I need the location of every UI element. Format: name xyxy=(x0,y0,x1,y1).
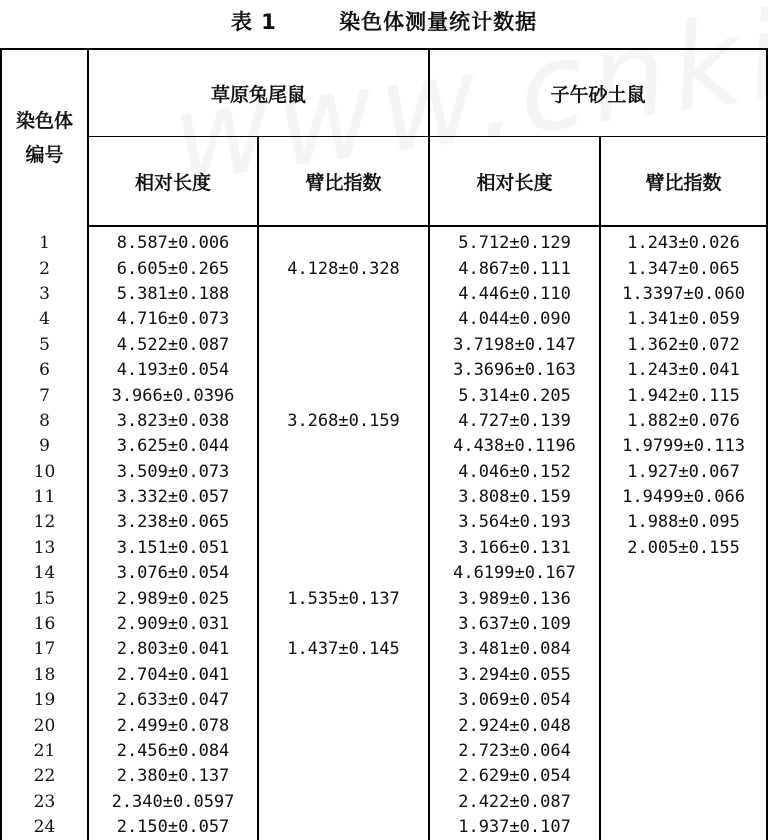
table-row xyxy=(1,612,767,637)
arm-ratio-cell xyxy=(258,663,429,688)
relative-length-cell: 5.381±0.188 xyxy=(88,282,258,307)
chromosome-number-cell: 4 xyxy=(1,307,88,332)
table-row xyxy=(1,460,767,485)
table-row xyxy=(1,688,767,713)
species-header-2: 子午砂土鼠 xyxy=(429,49,767,137)
arm-ratio-cell xyxy=(258,815,429,840)
arm-ratio-cell: 1.243±0.026 xyxy=(600,226,767,256)
relative-length-cell: 2.499±0.078 xyxy=(88,713,258,738)
relative-length-cell: 2.989±0.025 xyxy=(88,586,258,611)
chromosome-number-cell: 17 xyxy=(1,637,88,662)
relative-length-cell: 2.924±0.048 xyxy=(429,713,600,738)
relative-length-cell: 2.456±0.084 xyxy=(88,739,258,764)
arm-ratio-cell xyxy=(258,790,429,815)
chromosome-data-table xyxy=(0,48,768,840)
arm-ratio-cell: 4.128±0.328 xyxy=(258,256,429,281)
arm-ratio-cell xyxy=(258,460,429,485)
chromosome-number-cell: 22 xyxy=(1,764,88,789)
chromosome-number-cell: 16 xyxy=(1,612,88,637)
table-row xyxy=(1,358,767,383)
chromosome-number-cell: 13 xyxy=(1,536,88,561)
chromosome-number-cell: 19 xyxy=(1,688,88,713)
arm-ratio-cell xyxy=(600,612,767,637)
relative-length-cell: 4.867±0.111 xyxy=(429,256,600,281)
arm-ratio-cell: 1.882±0.076 xyxy=(600,409,767,434)
relative-length-cell: 3.481±0.084 xyxy=(429,637,600,662)
sub-header-arm-ratio-1: 臂比指数 xyxy=(258,137,429,227)
arm-ratio-cell xyxy=(258,434,429,459)
relative-length-cell: 2.723±0.064 xyxy=(429,739,600,764)
chromosome-number-cell: 20 xyxy=(1,713,88,738)
table-row xyxy=(1,510,767,535)
relative-length-cell: 2.380±0.137 xyxy=(88,764,258,789)
relative-length-cell: 2.340±0.0597 xyxy=(88,790,258,815)
table-row xyxy=(1,282,767,307)
arm-ratio-cell xyxy=(600,663,767,688)
arm-ratio-cell: 1.347±0.065 xyxy=(600,256,767,281)
chromosome-number-cell: 23 xyxy=(1,790,88,815)
table-row xyxy=(1,637,767,662)
arm-ratio-cell xyxy=(600,764,767,789)
table-number: 表 1 xyxy=(230,10,277,34)
arm-ratio-cell xyxy=(258,739,429,764)
arm-ratio-cell: 2.005±0.155 xyxy=(600,536,767,561)
arm-ratio-cell xyxy=(258,713,429,738)
chromosome-number-cell: 18 xyxy=(1,663,88,688)
relative-length-cell: 3.151±0.051 xyxy=(88,536,258,561)
relative-length-cell: 4.193±0.054 xyxy=(88,358,258,383)
arm-ratio-cell xyxy=(258,764,429,789)
arm-ratio-cell: 1.3397±0.060 xyxy=(600,282,767,307)
arm-ratio-cell xyxy=(600,637,767,662)
relative-length-cell: 3.989±0.136 xyxy=(429,586,600,611)
arm-ratio-cell xyxy=(258,307,429,332)
arm-ratio-cell: 1.988±0.095 xyxy=(600,510,767,535)
arm-ratio-cell xyxy=(258,226,429,256)
relative-length-cell: 3.637±0.109 xyxy=(429,612,600,637)
relative-length-cell: 3.076±0.054 xyxy=(88,561,258,586)
relative-length-cell: 3.294±0.055 xyxy=(429,663,600,688)
relative-length-cell: 5.314±0.205 xyxy=(429,383,600,408)
relative-length-cell: 2.629±0.054 xyxy=(429,764,600,789)
arm-ratio-cell xyxy=(600,713,767,738)
sub-header-arm-ratio-2: 臂比指数 xyxy=(600,137,767,227)
table-row xyxy=(1,409,767,434)
arm-ratio-cell: 1.942±0.115 xyxy=(600,383,767,408)
table-row xyxy=(1,561,767,586)
table-row xyxy=(1,307,767,332)
arm-ratio-cell xyxy=(258,333,429,358)
table-row xyxy=(1,739,767,764)
chromosome-number-cell: 7 xyxy=(1,383,88,408)
relative-length-cell: 4.446±0.110 xyxy=(429,282,600,307)
chromosome-number-cell: 12 xyxy=(1,510,88,535)
relative-length-cell: 3.3696±0.163 xyxy=(429,358,600,383)
arm-ratio-cell xyxy=(258,688,429,713)
relative-length-cell: 4.522±0.087 xyxy=(88,333,258,358)
arm-ratio-cell xyxy=(600,688,767,713)
relative-length-cell: 2.422±0.087 xyxy=(429,790,600,815)
chromosome-number-cell: 9 xyxy=(1,434,88,459)
relative-length-cell: 2.803±0.041 xyxy=(88,637,258,662)
relative-length-cell: 3.625±0.044 xyxy=(88,434,258,459)
arm-ratio-cell xyxy=(600,790,767,815)
relative-length-cell: 3.166±0.131 xyxy=(429,536,600,561)
arm-ratio-cell: 1.927±0.067 xyxy=(600,460,767,485)
chromosome-number-cell: 21 xyxy=(1,739,88,764)
relative-length-cell: 3.509±0.073 xyxy=(88,460,258,485)
chromosome-number-cell: 11 xyxy=(1,485,88,510)
arm-ratio-cell: 3.268±0.159 xyxy=(258,409,429,434)
relative-length-cell: 3.823±0.038 xyxy=(88,409,258,434)
relative-length-cell: 3.564±0.193 xyxy=(429,510,600,535)
arm-ratio-cell: 1.362±0.072 xyxy=(600,333,767,358)
relative-length-cell: 5.712±0.129 xyxy=(429,226,600,256)
table-row xyxy=(1,226,767,256)
arm-ratio-cell xyxy=(258,282,429,307)
chromosome-number-cell: 2 xyxy=(1,256,88,281)
relative-length-cell: 4.044±0.090 xyxy=(429,307,600,332)
relative-length-cell: 4.727±0.139 xyxy=(429,409,600,434)
arm-ratio-cell xyxy=(258,358,429,383)
row-label-line2: 编号 xyxy=(25,144,64,166)
table-row xyxy=(1,256,767,281)
relative-length-cell: 3.332±0.057 xyxy=(88,485,258,510)
chromosome-number-cell: 6 xyxy=(1,358,88,383)
chromosome-number-cell: 14 xyxy=(1,561,88,586)
arm-ratio-cell: 1.9499±0.066 xyxy=(600,485,767,510)
relative-length-cell: 1.937±0.107 xyxy=(429,815,600,840)
relative-length-cell: 3.966±0.0396 xyxy=(88,383,258,408)
table-row xyxy=(1,333,767,358)
arm-ratio-cell xyxy=(600,586,767,611)
chromosome-number-cell: 5 xyxy=(1,333,88,358)
arm-ratio-cell: 1.243±0.041 xyxy=(600,358,767,383)
table-row xyxy=(1,536,767,561)
table-row xyxy=(1,790,767,815)
relative-length-cell: 3.7198±0.147 xyxy=(429,333,600,358)
relative-length-cell: 2.633±0.047 xyxy=(88,688,258,713)
arm-ratio-cell xyxy=(600,739,767,764)
arm-ratio-cell xyxy=(258,510,429,535)
arm-ratio-cell xyxy=(258,536,429,561)
table-caption xyxy=(0,4,768,40)
table-title: 染色体测量统计数据 xyxy=(339,10,538,34)
chromosome-number-cell: 3 xyxy=(1,282,88,307)
relative-length-cell: 4.046±0.152 xyxy=(429,460,600,485)
sub-header-relative-length-1: 相对长度 xyxy=(88,137,258,227)
table-row xyxy=(1,663,767,688)
relative-length-cell: 4.438±0.1196 xyxy=(429,434,600,459)
arm-ratio-cell: 1.341±0.059 xyxy=(600,307,767,332)
table-row xyxy=(1,815,767,840)
arm-ratio-cell: 1.437±0.145 xyxy=(258,637,429,662)
relative-length-cell: 2.704±0.041 xyxy=(88,663,258,688)
sub-header-relative-length-2: 相对长度 xyxy=(429,137,600,227)
arm-ratio-cell xyxy=(600,561,767,586)
arm-ratio-cell xyxy=(258,612,429,637)
species-header-1: 草原兔尾鼠 xyxy=(88,49,429,137)
table-row xyxy=(1,485,767,510)
relative-length-cell: 3.808±0.159 xyxy=(429,485,600,510)
relative-length-cell: 2.150±0.057 xyxy=(88,815,258,840)
relative-length-cell: 3.069±0.054 xyxy=(429,688,600,713)
chromosome-number-cell: 24 xyxy=(1,815,88,840)
arm-ratio-cell: 1.9799±0.113 xyxy=(600,434,767,459)
relative-length-cell: 2.909±0.031 xyxy=(88,612,258,637)
table-row xyxy=(1,713,767,738)
table-row xyxy=(1,434,767,459)
arm-ratio-cell: 1.535±0.137 xyxy=(258,586,429,611)
chromosome-number-cell: 15 xyxy=(1,586,88,611)
row-label-line1: 染色体 xyxy=(15,110,73,132)
chromosome-number-cell: 1 xyxy=(1,226,88,256)
row-label-header xyxy=(1,49,88,226)
relative-length-cell: 8.587±0.006 xyxy=(88,226,258,256)
relative-length-cell: 3.238±0.065 xyxy=(88,510,258,535)
relative-length-cell: 4.716±0.073 xyxy=(88,307,258,332)
table-body xyxy=(1,226,767,840)
table-row xyxy=(1,586,767,611)
arm-ratio-cell xyxy=(258,383,429,408)
relative-length-cell: 6.605±0.265 xyxy=(88,256,258,281)
relative-length-cell: 4.6199±0.167 xyxy=(429,561,600,586)
table-row xyxy=(1,764,767,789)
chromosome-number-cell: 8 xyxy=(1,409,88,434)
table-row xyxy=(1,383,767,408)
arm-ratio-cell xyxy=(258,485,429,510)
arm-ratio-cell xyxy=(258,561,429,586)
arm-ratio-cell xyxy=(600,815,767,840)
chromosome-number-cell: 10 xyxy=(1,460,88,485)
